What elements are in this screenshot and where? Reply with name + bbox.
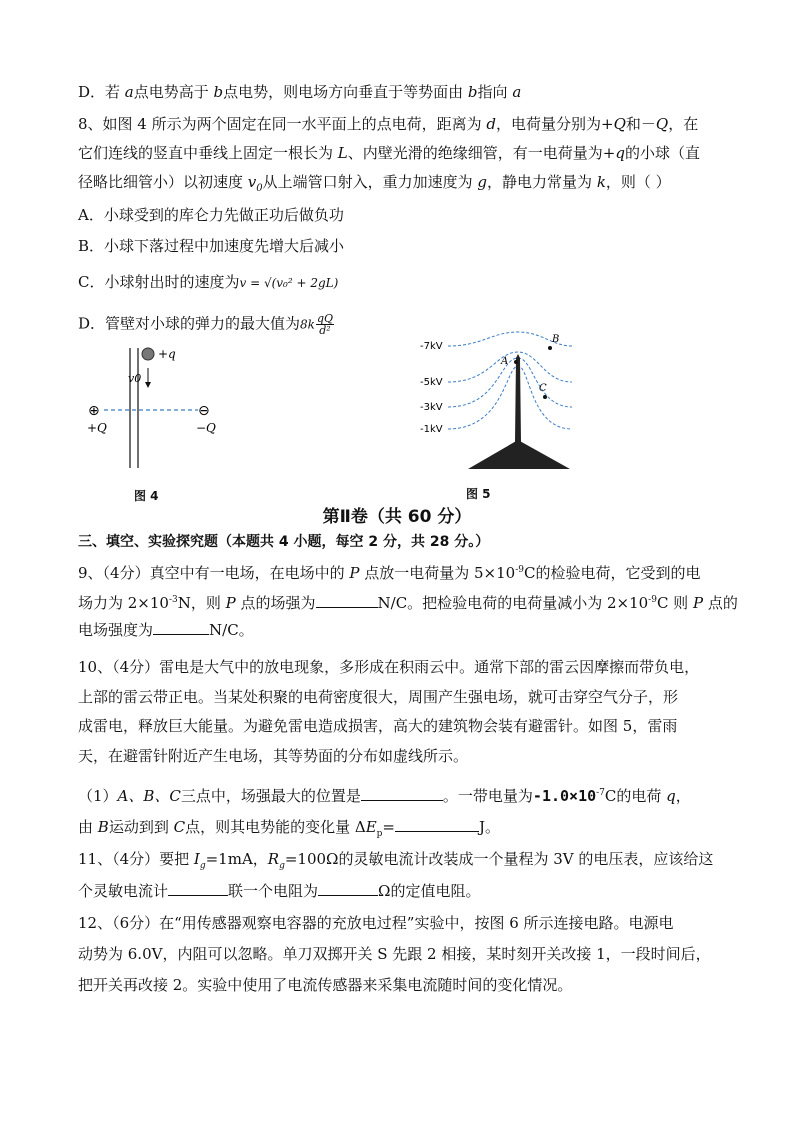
equipotential-3 [448, 358, 572, 407]
q8-stem-line3: 径略比细管小）以初速度 $v_0$从上端管口射入，重力加速度为 g，静电力常量为 k，则（ ） [78, 173, 671, 194]
equipotential-5 [448, 352, 572, 382]
q12-line1: 12、（6分）在“用传感器观察电容器的充放电过程”实验中，按图 6 所示连接电路。电源电 [78, 914, 674, 932]
potential-label-7: -7kV [420, 341, 443, 352]
q9-line1: 9、（4分）真空中有一电场，在电场中的 P 点放一电荷量为 $5\times 10^{-9}C$的检验电荷，它受到的电 [78, 564, 701, 582]
q10-line4: 天，在避雷针附近产生电场，其等势面的分布如虚线所示。 [78, 747, 469, 765]
q10-sub1-line2: 由 B运动到到 C点，则其电势能的变化量 $\Delta E_p= J$。 [78, 818, 500, 839]
pos-charge-label: +Q [87, 421, 107, 435]
q11-line2: 个灵敏电流计 联一个电阻为 Ω的定值电阻。 [78, 882, 481, 900]
potential-label-3: -3kV [420, 402, 443, 413]
q10-sub1-line1: （1）A、B、C三点中，场强最大的位置是 。一带电量为$-1.0\times 10^{-7}C$的电荷 q， [78, 787, 691, 805]
ball-charge-label: +q [158, 347, 176, 361]
figure-5 [412, 328, 577, 473]
building-roof [468, 440, 570, 469]
equipotential-1 [448, 366, 572, 429]
point-c [543, 395, 547, 399]
neg-charge-label: −Q [196, 421, 216, 435]
section-title: 第Ⅱ卷（共 60 分） [322, 507, 472, 527]
figure-5-caption: 图 5 [466, 487, 491, 501]
q8-option-d: D．管壁对小球的弹力的最大值为8k $\frac{qQ}{\text{d²}}$ [78, 312, 333, 337]
q9-line2: 场力为 $2\times 10^{-3}N$，则 P 点的场强为 N/C。把检验电荷的电荷量减小为 $2\times 10^{-9}C$ 则 P 点的 [78, 594, 738, 612]
q7-option-d: D．若 a点电势高于 b点电势，则电场方向垂直于等势面由 b指向 a [78, 83, 522, 101]
q8-stem-line2: 它们连线的竖直中垂线上固定一根长为 L、内壁光滑的绝缘细管，有一电荷量为+q的小球（直 [78, 144, 700, 162]
q8-c-formula: v = √(v₀² + 2gL) [239, 276, 339, 290]
velocity-arrowhead [145, 382, 151, 388]
q11-answer-blank-2[interactable] [318, 881, 378, 896]
point-b-label: B [552, 334, 560, 345]
q10-answer-blank-1[interactable] [361, 786, 443, 801]
potential-label-5: -5kV [420, 377, 443, 388]
q9-line3: 电场强度为 N/C。 [78, 621, 254, 639]
q8-option-c: C．小球射出时的速度为v = √(v₀² + 2gL) [78, 273, 339, 291]
part3-heading: 三、填空、实验探究题（本题共 4 小题，每空 2 分，共 28 分。） [78, 534, 490, 550]
neg-charge-symbol: ⊖ [198, 403, 210, 419]
point-a [514, 360, 518, 364]
point-a-label: A [501, 356, 509, 367]
figure-4-caption: 图 4 [134, 489, 159, 503]
q8-d-fraction: $\frac{qQ}{\text{d²}}$ [316, 312, 333, 337]
potential-label-1: -1kV [420, 424, 443, 435]
q9-answer-blank-1[interactable] [316, 593, 378, 608]
q8-option-b: B．小球下落过程中加速度先增大后减小 [78, 237, 345, 255]
pos-charge-symbol: ⊕ [88, 403, 100, 419]
q10-line3: 成雷电，释放巨大能量。为避免雷电造成损害，高大的建筑物会装有避雷针。如图 5，雷雨 [78, 717, 678, 735]
q8-option-a: A．小球受到的库仑力先做正功后做负功 [78, 206, 344, 224]
figure-4 [80, 340, 240, 475]
q10-line2: 上部的雷云带正电。当某处积聚的电荷密度很大，周围产生强电场，就可击穿空气分子，形 [78, 688, 679, 706]
lightning-rod [515, 354, 521, 442]
ball [142, 348, 154, 360]
q12-line2: 动势为 6.0V，内阻可以忽略。单刀双掷开关 S 先跟 2 相接，某时刻开关改接 1，一段时间后， [78, 945, 711, 963]
q11-answer-blank-1[interactable] [168, 881, 228, 896]
q10-answer-blank-2[interactable] [395, 817, 479, 832]
q12-line3: 把开关再改接 2。实验中使用了电流传感器来采集电流随时间的变化情况。 [78, 976, 573, 994]
q10-line1: 10、（4分）雷电是大气中的放电现象，多形成在积雨云中。通常下部的雷云因摩擦而带负电， [78, 658, 700, 676]
velocity-label: v0 [128, 372, 142, 385]
q9-answer-blank-2[interactable] [153, 620, 209, 635]
q11-line1: 11、（4分）要把 $I_g=1mA$，$R_g=100\Omega$的灵敏电流计改装成一个量程为 3V 的电压表，应该给这 [78, 850, 714, 871]
point-b [548, 346, 552, 350]
point-c-label: C [539, 383, 547, 394]
q8-stem-line1: 8、如图 4 所示为两个固定在同一水平面上的点电荷，距离为 d，电荷量分别为+Q和－Q，在 [78, 115, 699, 133]
